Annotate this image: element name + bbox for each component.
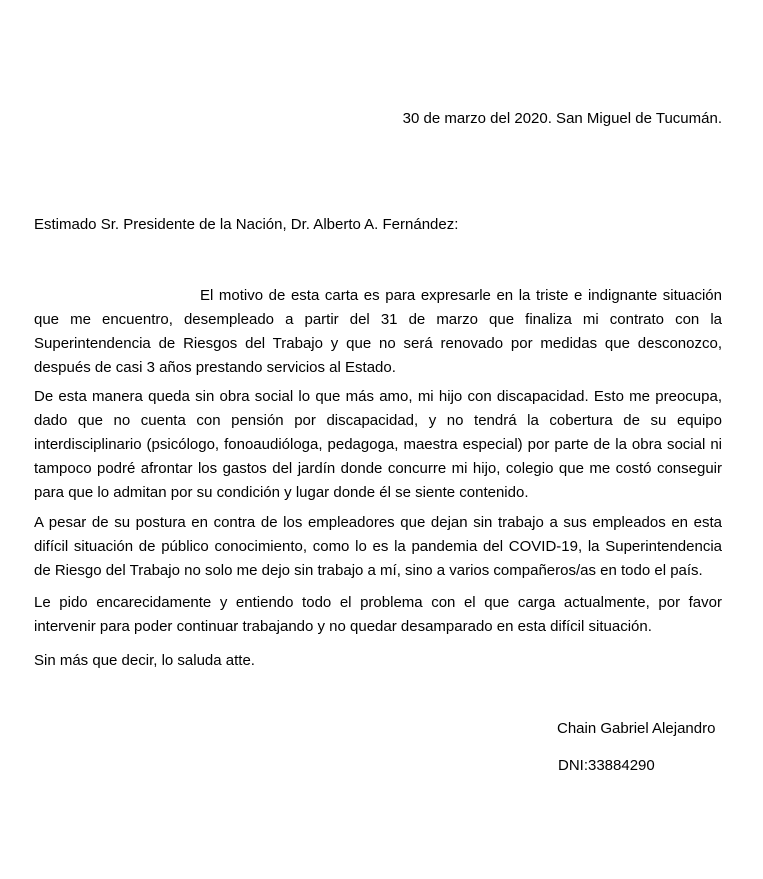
- body-paragraph-4: [34, 591, 722, 639]
- body-paragraph-2: [34, 385, 722, 505]
- paragraph-text: De esta manera queda sin obra social lo que más amo, mi hijo con discapacidad. Esto me preocupa, dado que no cuenta con pensión por discapacidad, y no tendrá la cobertura de su equipo interdisciplinario (psicólogo, fonoaudióloga, pedagoga, maestra especial) por parte de la obra social ni tampoco podré afrontar los gastos del jardín donde concurre mi hijo, colegio que me costó conseguir para que lo admitan por su condición y lugar donde él se siente contenido.: [34, 388, 722, 501]
- closing-line: Sin más que decir, lo saluda atte.: [34, 652, 255, 669]
- body-paragraph-1: [34, 284, 722, 380]
- signature-name: Chain Gabriel Alejandro: [557, 720, 716, 737]
- paragraph-text: Le pido encarecidamente y entiendo todo el problema con el que carga actualmente, por favor intervenir para poder continuar trabajando y no quedar desamparado en esta difícil situación.: [34, 594, 722, 635]
- paragraph-text: El motivo de esta carta es para expresarle en la triste e indignante situación que me encuentro, desempleado a partir del 31 de marzo que finaliza mi contrato con la Superintendencia de Riesgos del Trabajo y que no será renovado por medidas que desconozco, después de casi 3 años prestando servicios al Estado.: [34, 287, 722, 376]
- date-line: 30 de marzo del 2020. San Miguel de Tucumán.: [402, 110, 722, 127]
- signature-dni: DNI:33884290: [558, 757, 655, 774]
- greeting-line: Estimado Sr. Presidente de la Nación, Dr. Alberto A. Fernández:: [34, 216, 459, 233]
- body-paragraph-3: [34, 511, 722, 583]
- paragraph-text: A pesar de su postura en contra de los empleadores que dejan sin trabajo a sus empleados en esta difícil situación de público conocimiento, como lo es la pandemia del COVID-19, la Superintendencia de Riesgo del Trabajo no solo me dejo sin trabajo a mí, sino a varios compañeros/as en todo el país.: [34, 514, 722, 579]
